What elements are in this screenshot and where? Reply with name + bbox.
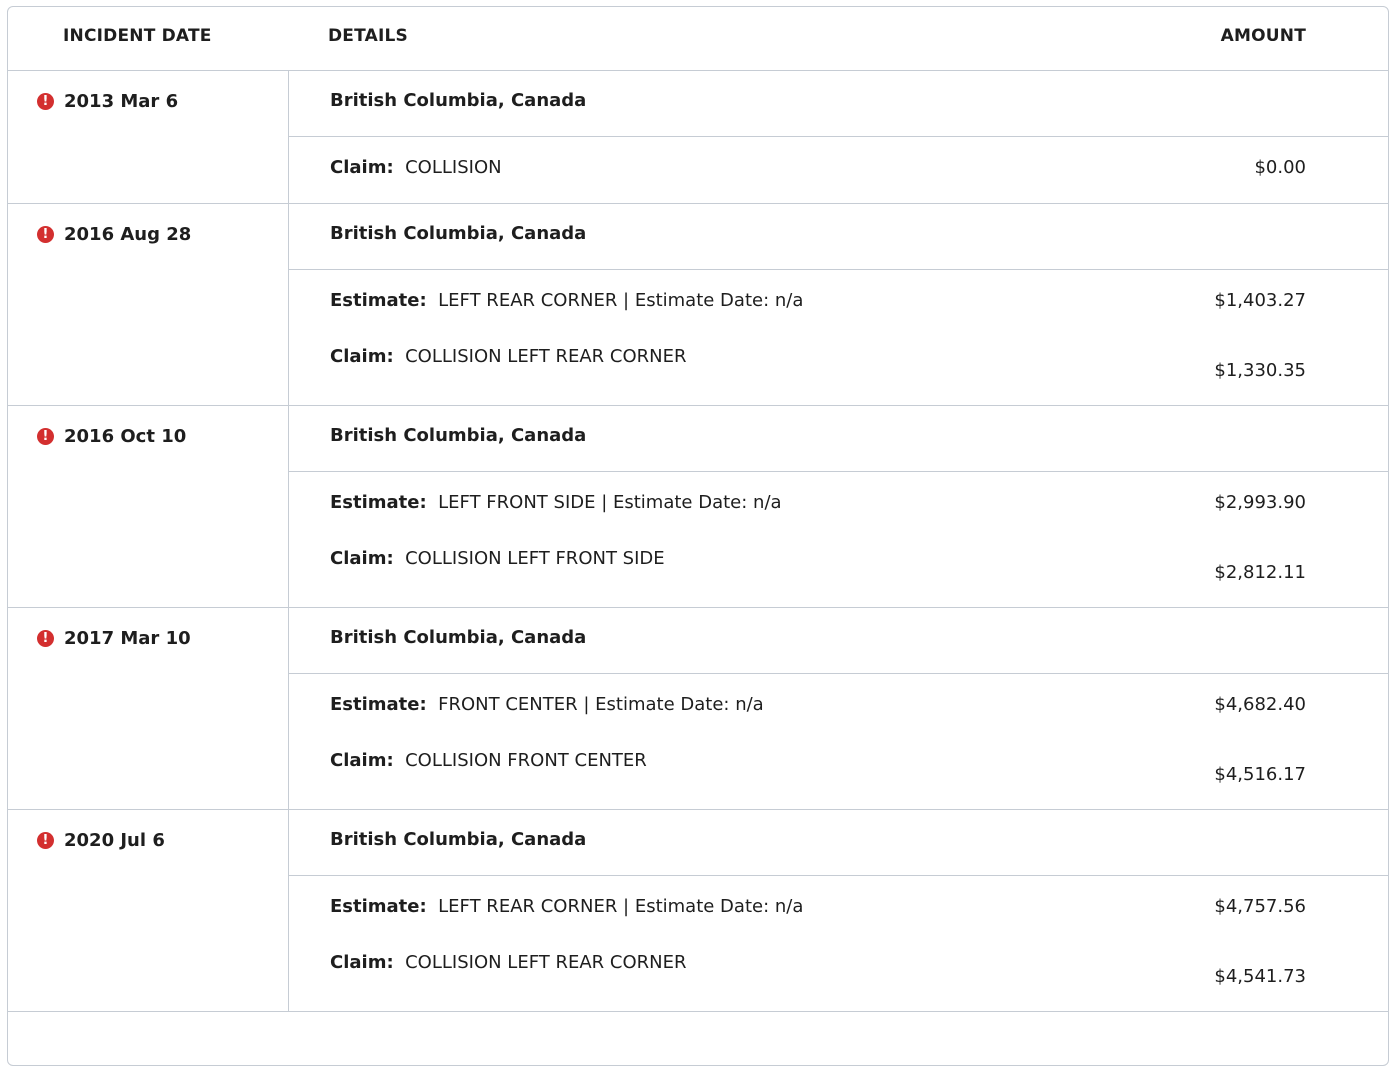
incident-location: British Columbia, Canada [330, 627, 587, 648]
line-label: Claim: [330, 346, 394, 367]
claim-line [330, 346, 686, 367]
location-row [289, 810, 1388, 876]
claim-line [330, 157, 502, 178]
line-text: LEFT REAR CORNER | Estimate Date: n/a [438, 896, 804, 917]
line-amount: $4,516.17 [1214, 764, 1306, 785]
incident-date: 2017 Mar 10 [64, 628, 191, 649]
line-amount: $1,330.35 [1214, 360, 1306, 381]
location-row [289, 406, 1388, 472]
incident-location: British Columbia, Canada [330, 223, 587, 244]
location-row [289, 608, 1388, 674]
incident-location: British Columbia, Canada [330, 829, 587, 850]
header-incident-date: INCIDENT DATE [63, 26, 212, 46]
location-row [289, 71, 1388, 137]
line-amount: $2,993.90 [1214, 492, 1306, 513]
incident-date-cell [8, 71, 289, 203]
table-header [7, 6, 1389, 71]
alert-icon: ! [37, 428, 54, 445]
line-amount: $4,541.73 [1214, 966, 1306, 987]
incident-row [8, 810, 1388, 1012]
line-text: COLLISION LEFT REAR CORNER [405, 952, 687, 973]
alert-icon: ! [37, 93, 54, 110]
alert-icon: ! [37, 630, 54, 647]
location-row [289, 204, 1388, 270]
header-amount: AMOUNT [1220, 26, 1306, 46]
incident-location: British Columbia, Canada [330, 90, 587, 111]
line-label: Claim: [330, 548, 394, 569]
estimate-line [330, 694, 764, 715]
incident-location: British Columbia, Canada [330, 425, 587, 446]
incident-date: 2020 Jul 6 [64, 830, 165, 851]
incident-date-cell [8, 608, 289, 809]
estimate-line [330, 896, 803, 917]
incident-date-cell [8, 204, 289, 405]
claim-line [330, 750, 647, 771]
alert-icon: ! [37, 226, 54, 243]
line-label: Estimate: [330, 492, 427, 513]
line-label: Claim: [330, 157, 394, 178]
line-label: Estimate: [330, 896, 427, 917]
line-amount: $4,682.40 [1214, 694, 1306, 715]
line-label: Claim: [330, 750, 394, 771]
incident-date-cell [8, 810, 289, 1011]
incident-row [8, 204, 1388, 406]
line-text: LEFT FRONT SIDE | Estimate Date: n/a [438, 492, 782, 513]
line-amount: $1,403.27 [1214, 290, 1306, 311]
line-text: COLLISION LEFT FRONT SIDE [405, 548, 665, 569]
line-text: COLLISION [405, 157, 502, 178]
line-label: Claim: [330, 952, 394, 973]
estimate-line [330, 492, 782, 513]
incident-date: 2013 Mar 6 [64, 91, 179, 112]
line-text: FRONT CENTER | Estimate Date: n/a [438, 694, 764, 715]
line-amount: $2,812.11 [1214, 562, 1306, 583]
line-amount: $0.00 [1254, 157, 1306, 178]
alert-icon: ! [37, 832, 54, 849]
incident-row [8, 608, 1388, 810]
line-text: COLLISION FRONT CENTER [405, 750, 647, 771]
incident-date: 2016 Aug 28 [64, 224, 192, 245]
line-text: LEFT REAR CORNER | Estimate Date: n/a [438, 290, 804, 311]
line-text: COLLISION LEFT REAR CORNER [405, 346, 687, 367]
line-label: Estimate: [330, 290, 427, 311]
line-amount: $4,757.56 [1214, 896, 1306, 917]
estimate-line [330, 290, 803, 311]
incident-date-cell [8, 406, 289, 607]
claim-line [330, 952, 686, 973]
claim-line [330, 548, 665, 569]
incident-row [8, 71, 1388, 204]
incident-date: 2016 Oct 10 [64, 426, 187, 447]
incident-row [8, 406, 1388, 608]
line-label: Estimate: [330, 694, 427, 715]
header-details: DETAILS [328, 26, 408, 46]
